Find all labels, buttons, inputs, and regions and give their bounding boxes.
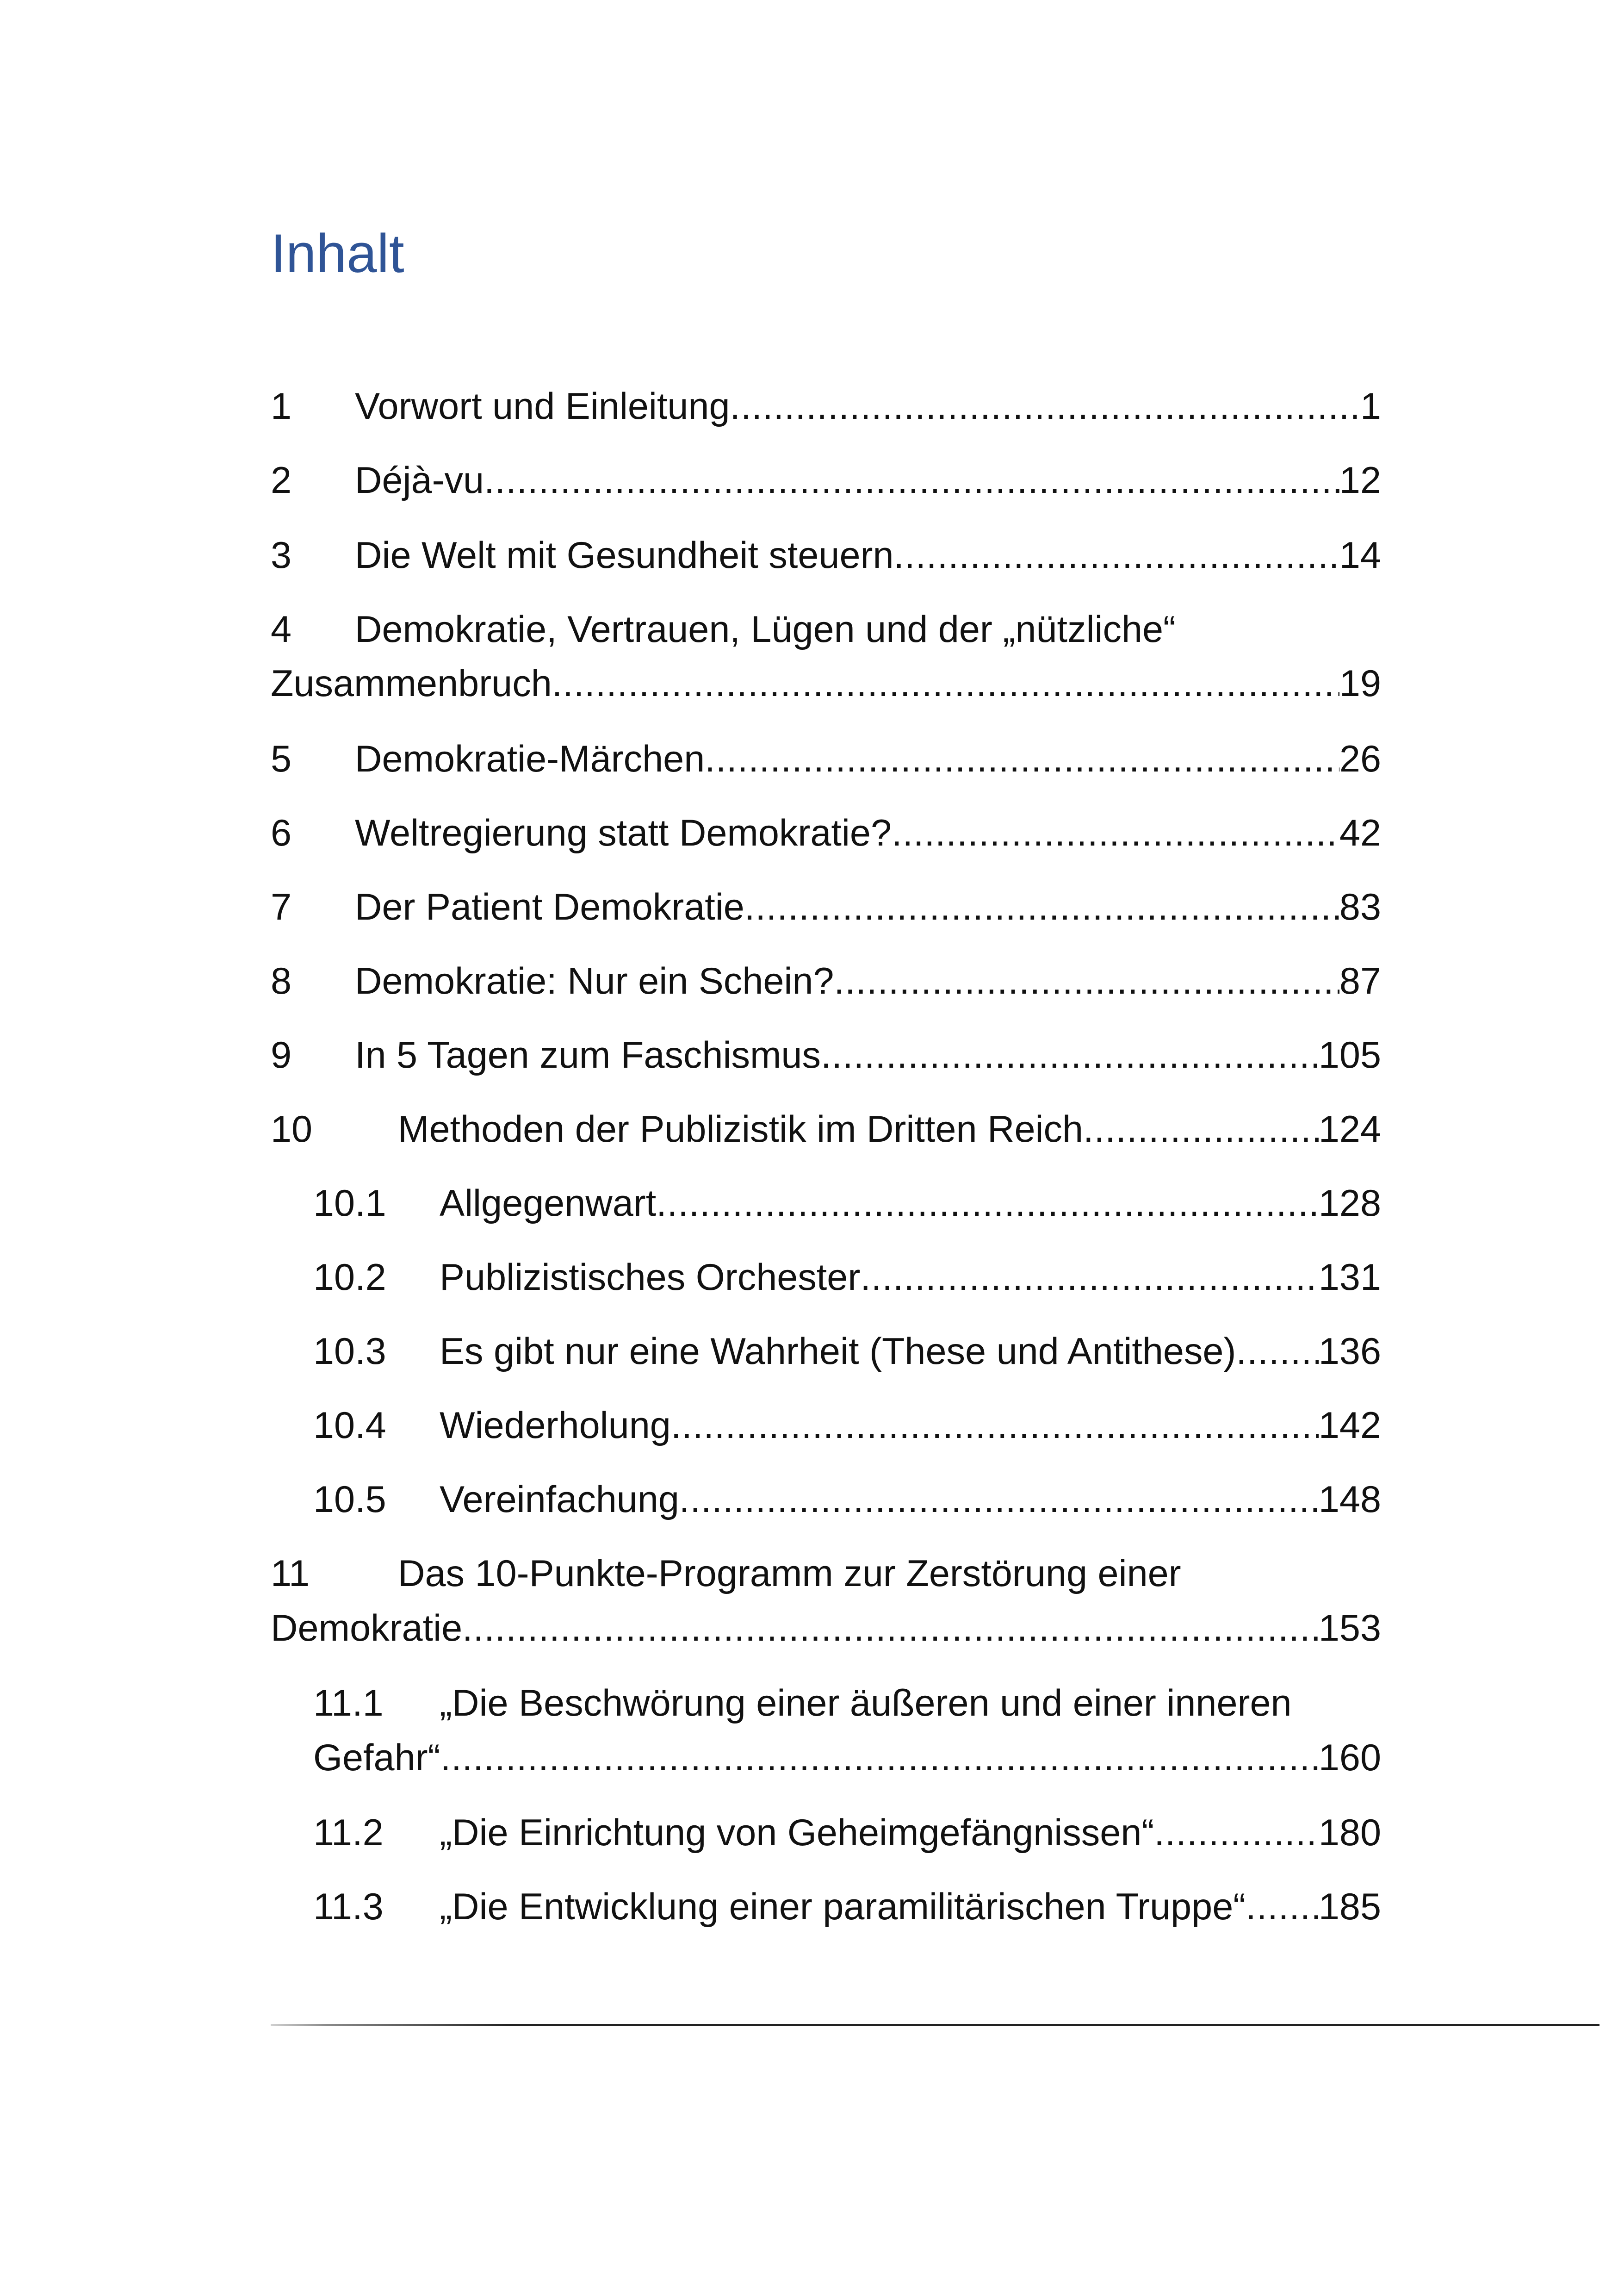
section-title: „Die Entwicklung einer paramilitärischen Truppe“ — [440, 1886, 1246, 1928]
chapter-number: 1 — [271, 386, 292, 427]
section-title: Wiederholung — [440, 1405, 671, 1446]
chapter-number: 8 — [271, 960, 292, 1002]
page-number: 87 — [1339, 960, 1381, 1002]
chapter-number: 7 — [271, 886, 292, 928]
chapter-title-line2: Demokratie — [271, 1607, 463, 1649]
toc-subentry[interactable] — [313, 1252, 1381, 1303]
section-title: „Die Einrichtung von Geheimgefängnissen“ — [440, 1812, 1154, 1854]
section-number: 11.3 — [313, 1886, 384, 1928]
dot-leader — [834, 956, 1339, 1007]
page-number: 42 — [1339, 812, 1381, 854]
page-number: 105 — [1318, 1034, 1381, 1076]
toc-entry[interactable] — [271, 1548, 1381, 1655]
chapter-title: Der Patient Demokratie — [355, 886, 744, 928]
toc-entry[interactable] — [271, 1030, 1381, 1081]
section-title-line2: Gefahr“ — [313, 1737, 440, 1779]
dot-leader — [1083, 1104, 1319, 1155]
toc-entry[interactable] — [271, 604, 1381, 710]
toc-entry[interactable] — [271, 882, 1381, 933]
toc-entry[interactable] — [271, 808, 1381, 859]
chapter-title: Demokratie-Märchen — [355, 738, 705, 780]
chapter-title: In 5 Tagen zum Faschismus — [355, 1034, 821, 1076]
page-number: 1 — [1360, 386, 1381, 427]
page-number: 180 — [1318, 1812, 1381, 1854]
chapter-title: Vorwort und Einleitung — [355, 386, 730, 427]
dot-leader — [671, 1400, 1319, 1451]
footer-rule — [271, 2024, 1599, 2026]
toc-subentry[interactable] — [313, 1678, 1381, 1784]
dot-leader — [892, 808, 1339, 859]
dot-leader — [730, 381, 1360, 432]
page-number: 19 — [1339, 663, 1381, 704]
page-number: 153 — [1318, 1607, 1381, 1649]
page-number: 185 — [1318, 1886, 1381, 1928]
section-number: 11.1 — [313, 1682, 384, 1724]
section-number: 10.4 — [313, 1405, 386, 1446]
page-number: 128 — [1318, 1182, 1381, 1224]
toc-subentry[interactable] — [313, 1178, 1381, 1229]
dot-leader — [1154, 1807, 1319, 1858]
page-number: 142 — [1318, 1405, 1381, 1446]
section-number: 10.1 — [313, 1182, 386, 1224]
page-number: 12 — [1339, 460, 1381, 501]
page-number: 148 — [1318, 1479, 1381, 1520]
chapter-number: 10 — [271, 1108, 313, 1150]
page-number: 160 — [1318, 1737, 1381, 1779]
toc-entry[interactable] — [271, 734, 1381, 784]
dot-leader — [705, 734, 1339, 784]
dot-leader — [821, 1030, 1319, 1081]
chapter-title-line1: Demokratie, Vertrauen, Lügen und der „nützliche“ — [355, 609, 1176, 650]
section-title: Publizistisches Orchester — [440, 1257, 861, 1298]
section-number: 10.2 — [313, 1257, 386, 1298]
dot-leader — [656, 1178, 1319, 1229]
dot-leader — [484, 455, 1339, 506]
page-number: 83 — [1339, 886, 1381, 928]
dot-leader — [440, 1732, 1319, 1783]
table-of-contents — [271, 0, 1381, 1990]
page-number: 26 — [1339, 738, 1381, 780]
toc-entry[interactable] — [271, 455, 1381, 506]
chapter-title: Demokratie: Nur ein Schein? — [355, 960, 834, 1002]
toc-entry[interactable] — [271, 381, 1381, 432]
dot-leader — [1236, 1326, 1318, 1377]
dot-leader — [679, 1474, 1319, 1525]
chapter-number: 3 — [271, 535, 292, 576]
page-number: 136 — [1318, 1331, 1381, 1372]
toc-subentry[interactable] — [313, 1326, 1381, 1377]
section-number: 11.2 — [313, 1812, 384, 1854]
dot-leader — [744, 882, 1339, 933]
chapter-title-line1: Das 10-Punkte-Programm zur Zerstörung einer — [398, 1553, 1181, 1594]
page-number: 124 — [1318, 1108, 1381, 1150]
section-title: Vereinfachung — [440, 1479, 679, 1520]
dot-leader — [552, 658, 1339, 709]
chapter-number: 4 — [271, 609, 292, 650]
chapter-number: 2 — [271, 460, 292, 501]
page-number: 131 — [1318, 1257, 1381, 1298]
chapter-title: Methoden der Publizistik im Dritten Reich — [398, 1108, 1084, 1150]
chapter-title: Déjà-vu — [355, 460, 484, 501]
chapter-number: 6 — [271, 812, 292, 854]
toc-heading: Inhalt — [271, 223, 404, 284]
chapter-title: Weltregierung statt Demokratie? — [355, 812, 892, 854]
toc-subentry[interactable] — [313, 1474, 1381, 1525]
toc-entry[interactable] — [271, 530, 1381, 581]
dot-leader — [1246, 1881, 1319, 1932]
toc-entry[interactable] — [271, 1104, 1381, 1155]
chapter-title: Die Welt mit Gesundheit steuern — [355, 535, 894, 576]
toc-subentry[interactable] — [313, 1807, 1381, 1858]
section-title: Es gibt nur eine Wahrheit (These und Antithese) — [440, 1331, 1236, 1372]
section-number: 10.3 — [313, 1331, 386, 1372]
section-title-line1: „Die Beschwörung einer äußeren und einer inneren — [440, 1682, 1292, 1724]
toc-entry[interactable] — [271, 956, 1381, 1007]
toc-subentry[interactable] — [313, 1881, 1381, 1932]
dot-leader — [894, 530, 1339, 581]
toc-subentry[interactable] — [313, 1400, 1381, 1451]
section-number: 10.5 — [313, 1479, 386, 1520]
chapter-number: 9 — [271, 1034, 292, 1076]
chapter-number: 5 — [271, 738, 292, 780]
chapter-number: 11 — [271, 1553, 310, 1594]
page-number: 14 — [1339, 535, 1381, 576]
chapter-title-line2: Zusammenbruch — [271, 663, 552, 704]
dot-leader — [462, 1603, 1319, 1654]
section-title: Allgegenwart — [440, 1182, 657, 1224]
dot-leader — [860, 1252, 1319, 1303]
